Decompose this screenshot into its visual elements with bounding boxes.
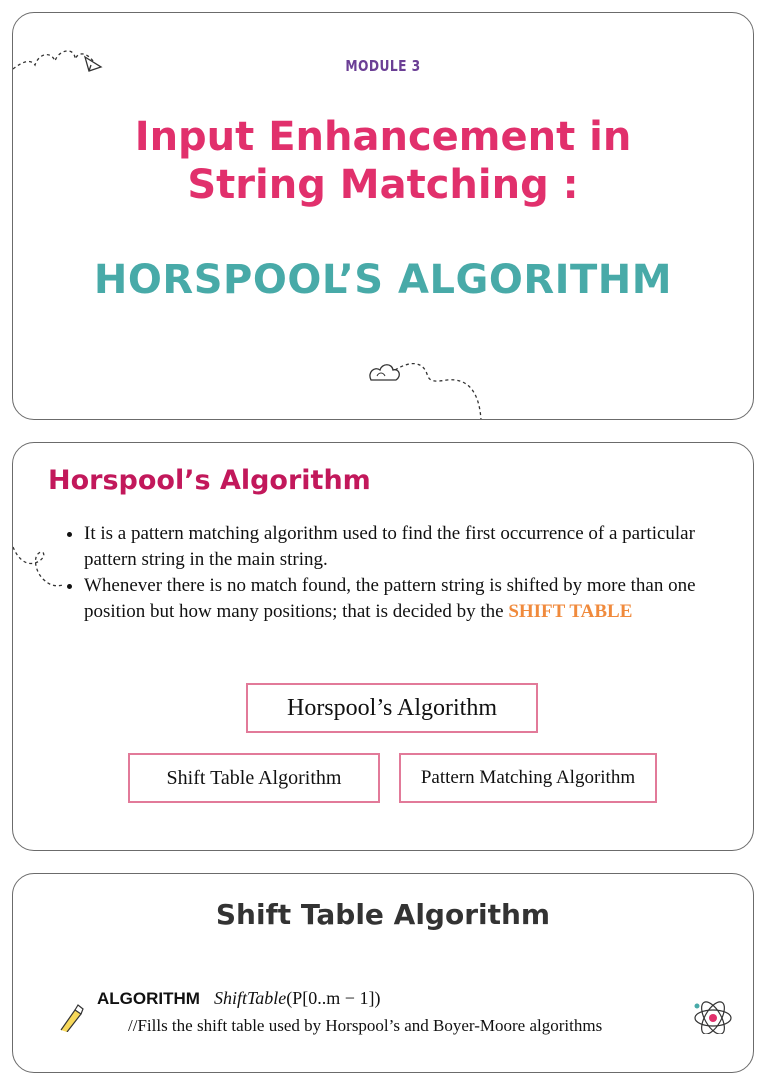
slide-title-line-1: Input Enhancement in [134,114,632,160]
bullet-text: Whenever there is no match found, the pattern string is shifted by more than one position but how many positions; that is decided by the [84,575,696,622]
algorithm-signature [97,988,380,1009]
cloud-swirl-doodle-icon [365,358,495,420]
slide-heading: Shift Table Algorithm [215,898,551,931]
algorithm-name [214,988,381,1008]
algorithm-comment: //Fills the shift table used by Horspool’s and Boyer-Moore algorithms [128,1016,603,1035]
shift-table-highlight: SHIFT TABLE [508,601,633,622]
title-slide [12,12,754,420]
diagram-root-box: Horspool’s Algorithm [246,683,538,733]
diagram-pattern-matching-box: Pattern Matching Algorithm [399,753,657,803]
algorithm-arguments: (P[0..m − 1]) [286,988,381,1008]
slide-title-line-2: String Matching : [187,162,579,208]
module-label: MODULE 3 [345,57,421,75]
bullet-item [84,573,744,625]
pencil-doodle-icon [55,1002,85,1032]
slide-subtitle: HORSPOOL’S ALGORITHM [93,257,673,303]
shift-table-slide [12,873,754,1073]
slide-title [13,113,753,209]
swirl-doodle-icon [13,539,68,594]
atom-icon [689,994,737,1034]
intro-slide [12,442,754,851]
diagram-shift-table-box: Shift Table Algorithm [128,753,380,803]
bullet-item: • It is a pattern matching algorithm used to find the first occurrence of a particular pattern string in the main string. [84,521,744,573]
algorithm-keyword: ALGORITHM [97,989,200,1008]
bullet-list [69,521,744,625]
algorithm-function-name: ShiftTable [213,988,287,1008]
section-heading: Horspool’s Algorithm [48,465,371,496]
